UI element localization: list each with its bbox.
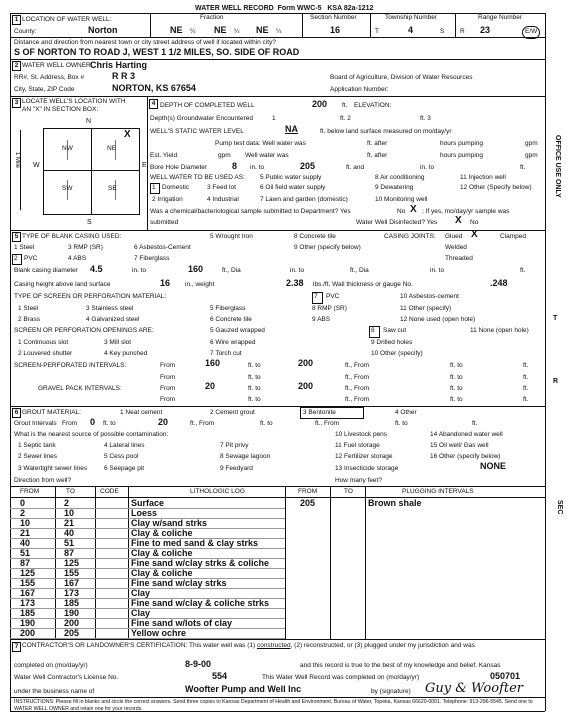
log-row-from: 10 [20, 518, 31, 528]
log-row-desc: Fine sand w/lots of clay [131, 618, 233, 628]
direction-label: Direction from well? [14, 477, 72, 484]
log-row-from: 200 [20, 628, 36, 638]
range-label: Range Number [478, 14, 523, 21]
log-row-to: 173 [64, 588, 80, 598]
grout-to-value: 20 [158, 417, 169, 427]
log-row-desc: Surface [131, 498, 165, 508]
perforated-label: SCREEN-PERFORATED INTERVALS: [14, 362, 127, 369]
city-label: City, State, ZIP Code [14, 86, 75, 93]
log-row-desc: Clay & coliche [131, 528, 193, 538]
section-7-number: 7 [12, 642, 21, 652]
static-label: WELL'S STATIC WATER LEVEL [150, 128, 244, 135]
log-row-to: 21 [64, 518, 75, 528]
east-label: E [142, 162, 147, 169]
location-label: LOCATION OF WATER WELL: [22, 16, 112, 23]
owner-label: WATER WELL OWNER: [22, 62, 93, 69]
contamination-label: What is the nearest source of possible contamination: [14, 431, 169, 438]
west-label: W [33, 162, 40, 169]
range-value: 23 [480, 25, 491, 35]
joints-label: CASING JOINTS: [384, 233, 436, 240]
license-value: 554 [212, 671, 228, 681]
fraction-1: NE [170, 25, 183, 35]
casing-label: TYPE OF BLANK CASING USED: [22, 233, 122, 240]
log-row-desc: Loess [131, 508, 158, 518]
plug-from-value: 205 [300, 498, 316, 508]
address-value: R R 3 [112, 71, 136, 81]
log-row-to: 2 [64, 498, 70, 508]
log-row-desc: Clay & coliche [131, 548, 193, 558]
gravel-label: GRAVEL PACK INTERVALS: [38, 385, 122, 392]
township-label: Township Number [385, 14, 438, 21]
log-row-to: 200 [64, 618, 80, 628]
form-title: WATER WELL RECORD Form WWC-5 KSA 82a-1212 [195, 5, 374, 12]
section-3-number: 3 [12, 98, 21, 108]
height-label: Casing height above land surface [14, 281, 111, 288]
instructions: INSTRUCTIONS: Please fill in blanks and circle the correct answers. Send three copies to Kansas Department of Health and Environment, Bureau of Water, Topeka, Kansas 66620-0001. Telephone: 913-296-5545. Send one to WATER WELL OWNER and retain one for your records. [14, 699, 533, 712]
log-row-from: 40 [20, 538, 31, 548]
log-row-to: 40 [64, 528, 75, 538]
use-label: WELL WATER TO BE USED AS: [150, 174, 245, 181]
casing-pvc: PVC [24, 255, 38, 262]
perf-to-value: 200 [298, 358, 314, 368]
section-1-number: 1 [12, 15, 21, 25]
cert-label: CONTRACTOR'S OR LANDOWNER'S CERTIFICATION: This water well was (1) constructed, (2) reconstructed, or (3) plugged under my jurisdiction and was [22, 642, 475, 649]
log-row-to: 205 [64, 628, 80, 638]
county-label: County: [14, 28, 37, 35]
south-label: S [87, 219, 92, 226]
disinfected-x: X [455, 215, 462, 226]
section-6-number: 6 [12, 408, 21, 418]
bore-value: 8 [232, 161, 238, 171]
weight-value: 2.38 [286, 278, 304, 288]
log-row-to: 51 [64, 538, 75, 548]
depth-label: DEPTH OF COMPLETED WELL [160, 102, 255, 109]
business-value: Woofter Pump and Well Inc [185, 684, 302, 694]
log-row-from: 173 [20, 598, 36, 608]
log-row-from: 185 [20, 608, 36, 618]
log-row-to: 167 [64, 578, 80, 588]
fraction-3: NE [256, 25, 269, 35]
record-date-value: 050701 [490, 671, 521, 681]
perf-from-value: 160 [205, 358, 221, 368]
log-row-from: 21 [20, 528, 31, 538]
east-west-circle: E/W [522, 26, 540, 39]
openings-label: SCREEN OR PERFORATION OPENINGS ARE: [14, 327, 154, 334]
township-value: 4 [408, 25, 414, 35]
height-value: 16 [160, 278, 171, 288]
log-row-from: 125 [20, 568, 36, 578]
log-row-to: 155 [64, 568, 80, 578]
screen-pvc: PVC [326, 293, 340, 300]
diameter-value: 4.5 [90, 264, 103, 274]
other-contam-value: NONE [480, 461, 507, 471]
log-row-from: 87 [20, 558, 31, 568]
grout-label: GROUT MATERIAL: [22, 409, 81, 416]
gravel-to-value: 200 [298, 381, 314, 391]
log-row-desc: Yellow ochre [131, 628, 187, 638]
diameter-label: Blank casing diameter [14, 267, 78, 274]
log-row-to: 10 [64, 508, 75, 518]
glued-x: X [471, 229, 478, 240]
log-row-desc: Fine to med sand & clay strks [131, 538, 259, 548]
mile-label: 1 Mile [14, 152, 20, 169]
nw-label: NW [62, 145, 73, 152]
section-2-number: 2 [12, 61, 21, 71]
elevation-label: ELEVATION: [354, 102, 392, 109]
section-5-number: 5 [12, 232, 21, 242]
log-row-to: 190 [64, 608, 80, 618]
log-row-to: 125 [64, 558, 80, 568]
saw-cut: Saw cut [383, 327, 407, 334]
feet-label: How many feet? [335, 477, 382, 484]
county-value: Norton [88, 25, 118, 35]
diameter-to-value: 160 [188, 264, 204, 274]
log-row-from: 0 [20, 498, 26, 508]
well-location-x: X [124, 129, 131, 140]
se-label: SE [108, 185, 117, 192]
log-row-from: 155 [20, 578, 36, 588]
log-row-desc: Clay & coliche [131, 568, 193, 578]
log-row-from: 2 [20, 508, 26, 518]
distance-value: S OF NORTON TO ROAD J, WEST 1 1/2 MILES, SO. SIDE OF ROAD [14, 47, 300, 57]
chem-no-x: X [410, 204, 417, 215]
distance-label: Distance and direction from nearest town or city street address of well if located within city? [14, 39, 276, 46]
log-row-desc: Fine sand w/clay strks [131, 578, 227, 588]
log-row-from: 51 [20, 548, 31, 558]
log-row-from: 190 [20, 618, 36, 628]
log-row-desc: Clay [131, 608, 151, 618]
owner-value: Chris Harting [90, 60, 148, 70]
board-label: Board of Agriculture, Division of Water Resources [330, 74, 473, 81]
fraction-2: NE [214, 25, 227, 35]
signature: Guy & Woofter [425, 681, 524, 696]
groundwater-label: Depth(s) Groundwater Encountered [150, 115, 253, 122]
section-4-number: 4 [149, 99, 158, 109]
sw-label: SW [62, 185, 73, 192]
log-row-desc: Fine sand w/clay strks & coliche [131, 558, 270, 568]
grout-from-value: 0 [90, 417, 96, 427]
plug-desc-value: Brown shale [368, 498, 422, 508]
yield-label: Est. Yield [150, 152, 178, 159]
log-row-to: 185 [64, 598, 80, 608]
log-row-desc: Clay w/sand strks [131, 518, 208, 528]
gauge-value: .248 [490, 278, 508, 288]
use-domestic: Domestic [162, 184, 190, 191]
log-row-to: 87 [64, 548, 75, 558]
application-label: Application Number: [330, 86, 389, 93]
ne-label: NE [107, 145, 117, 152]
fraction-label: Fraction [200, 14, 224, 21]
bore-to-value: 205 [300, 161, 316, 171]
office-use-label: OFFICE USE ONLY [554, 135, 561, 198]
grout-intervals-label: Grout Intervals [14, 420, 57, 427]
static-value: NA [285, 124, 298, 134]
section-number-label: Section Number [310, 14, 357, 21]
address-label: RR#, St. Address, Box # [14, 74, 85, 81]
bore-label: Bore Hole Diameter [150, 164, 208, 171]
log-row-desc: Fine sand w/clay & coliche strks [131, 598, 270, 608]
log-row-desc: Clay [131, 588, 151, 598]
screen-type-label: TYPE OF SCREEN OR PERFORATION MATERIAL: [14, 293, 167, 300]
city-value: NORTON, KS 67654 [112, 83, 196, 93]
section-number-value: 16 [330, 25, 341, 35]
log-row-from: 167 [20, 588, 36, 598]
gravel-from-value: 20 [205, 381, 216, 391]
completed-value: 8-9-00 [185, 659, 212, 669]
north-label: N [86, 118, 92, 125]
depth-value: 200 [312, 99, 328, 109]
